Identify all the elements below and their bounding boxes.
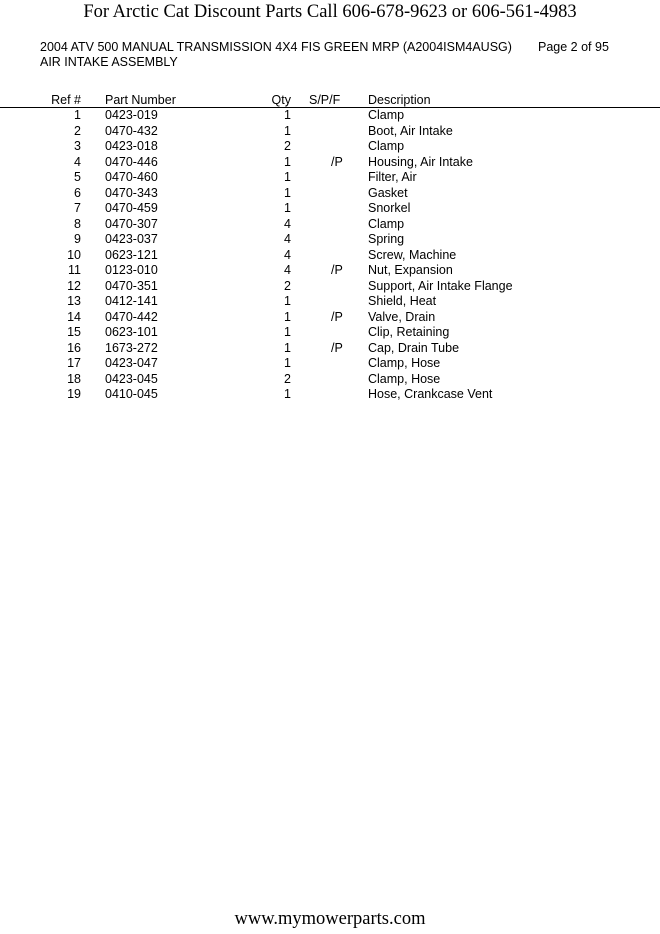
ref-cell: 6 [74,185,81,200]
table-row [0,232,660,248]
description-cell: Snorkel [368,201,411,215]
description-cell: Shield, Heat [368,294,437,308]
ref-cell: 2 [74,123,81,138]
part-number-cell: 0623-101 [105,325,158,339]
part-number-cell: 0470-351 [105,278,158,293]
description-cell: Clamp [368,139,405,153]
ref-cell: 1 [74,108,81,122]
ref-cell: 17 [67,356,81,370]
qty-cell: 1 [284,340,291,355]
qty-cell: 1 [284,108,291,122]
part-number-cell: 0623-121 [105,247,158,262]
table-header [0,93,660,108]
qty-cell: 1 [284,356,291,370]
table-row [0,139,660,155]
description-cell: Clamp, Hose [368,371,441,386]
column-header-spf: S/P/F [309,93,341,107]
ref-cell: 4 [74,154,81,169]
table-row [0,341,660,357]
ref-cell: 8 [74,216,81,231]
ref-cell: 12 [67,278,81,293]
footer-website: www.mymowerparts.com [234,909,426,929]
part-number-cell: 0423-019 [105,108,158,122]
page-number: Page 2 of 95 [538,40,609,54]
qty-cell: 4 [284,247,291,262]
description-cell: Gasket [368,185,408,200]
table-row [0,279,660,295]
table-row [0,248,660,264]
description-cell: Cap, Drain Tube [368,340,460,355]
ref-cell: 3 [74,139,81,153]
column-header-description: Description [368,93,431,107]
ref-cell: 13 [67,294,81,308]
qty-cell: 4 [284,263,291,277]
table-row [0,170,660,186]
description-cell: Boot, Air Intake [368,123,453,138]
qty-cell: 1 [284,123,291,138]
qty-cell: 1 [284,170,291,184]
qty-cell: 4 [284,232,291,246]
table-row [0,387,660,403]
qty-cell: 1 [284,201,291,215]
part-number-cell: 0423-047 [105,356,158,370]
column-header-qty: Qty [271,93,291,107]
part-number-cell: 0123-010 [105,263,158,277]
section-title: AIR INTAKE ASSEMBLY [40,55,178,69]
part-number-cell: 0423-045 [105,371,158,386]
part-number-cell: 0470-343 [105,185,158,200]
qty-cell: 4 [284,216,291,231]
qty-cell: 1 [284,387,291,401]
parts-table [0,108,660,403]
part-number-cell: 0470-446 [105,154,158,169]
table-row [0,201,660,217]
qty-cell: 2 [284,278,291,293]
column-header-part-number: Part Number [105,93,176,107]
qty-cell: 1 [284,294,291,308]
part-number-cell: 0410-045 [105,387,158,401]
spf-cell: /P [331,263,343,277]
table-row [0,124,660,140]
table-row [0,263,660,279]
qty-cell: 1 [284,185,291,200]
ref-cell: 10 [67,247,81,262]
description-cell: Filter, Air [368,170,417,184]
part-number-cell: 0412-141 [105,294,158,308]
spf-cell: /P [331,154,343,169]
part-number-cell: 0470-432 [105,123,158,138]
document-title: 2004 ATV 500 MANUAL TRANSMISSION 4X4 FIS GREEN MRP (A2004ISM4AUSG) [40,40,512,54]
ref-cell: 16 [67,340,81,355]
part-number-cell: 0423-037 [105,232,158,246]
description-cell: Clamp [368,108,405,122]
column-header-ref: Ref # [51,93,81,107]
table-row [0,155,660,171]
table-row [0,186,660,202]
qty-cell: 2 [284,371,291,386]
description-cell: Support, Air Intake Flange [368,278,513,293]
part-number-cell: 0470-459 [105,201,158,215]
discount-banner: For Arctic Cat Discount Parts Call 606-678-9623 or 606-561-4983 [83,2,577,22]
description-cell: Nut, Expansion [368,263,453,277]
ref-cell: 7 [74,201,81,215]
description-cell: Hose, Crankcase Vent [368,387,493,401]
part-number-cell: 0470-460 [105,170,158,184]
ref-cell: 14 [67,309,81,324]
part-number-cell: 0470-442 [105,309,158,324]
table-row [0,294,660,310]
description-cell: Clamp, Hose [368,356,441,370]
ref-cell: 18 [67,371,81,386]
spf-cell: /P [331,340,343,355]
ref-cell: 5 [74,170,81,184]
table-row [0,108,660,124]
ref-cell: 15 [67,325,81,339]
description-cell: Screw, Machine [368,247,457,262]
ref-cell: 11 [68,263,81,277]
ref-cell: 9 [74,232,81,246]
qty-cell: 1 [284,309,291,324]
table-row [0,372,660,388]
table-row [0,356,660,372]
qty-cell: 1 [284,154,291,169]
table-row [0,310,660,326]
qty-cell: 1 [284,325,291,339]
part-number-cell: 0470-307 [105,216,158,231]
description-cell: Spring [368,232,405,246]
table-row [0,325,660,341]
description-cell: Clip, Retaining [368,325,450,339]
spf-cell: /P [331,309,343,324]
description-cell: Clamp [368,216,405,231]
table-row [0,217,660,233]
qty-cell: 2 [284,139,291,153]
ref-cell: 19 [67,387,81,401]
part-number-cell: 1673-272 [105,340,158,355]
description-cell: Housing, Air Intake [368,154,473,169]
part-number-cell: 0423-018 [105,139,158,153]
description-cell: Valve, Drain [368,309,436,324]
